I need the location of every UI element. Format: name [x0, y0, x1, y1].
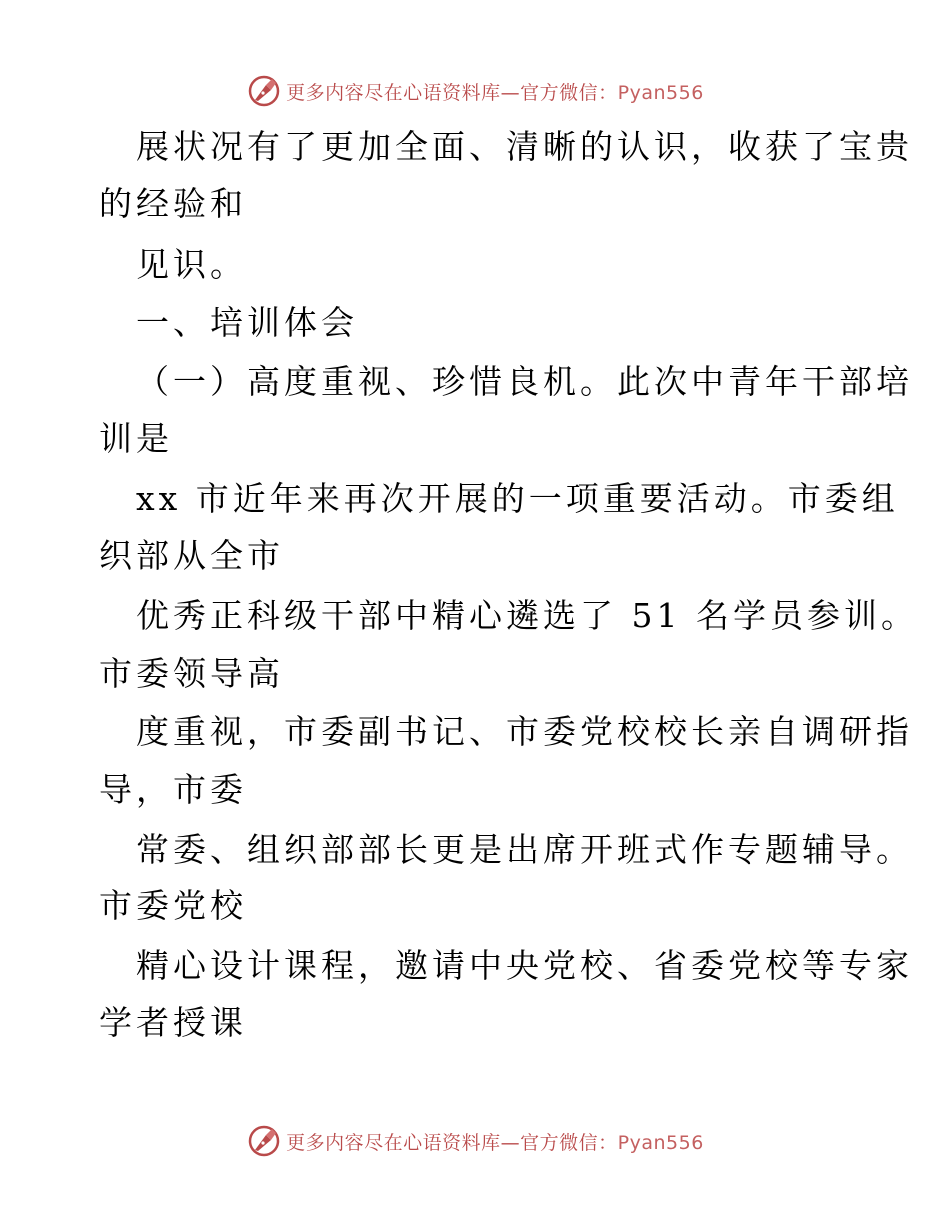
banner-text: 更多内容尽在心语资料库—官方微信：Pyan556 — [286, 1131, 704, 1154]
footer-banner — [0, 1121, 950, 1161]
text-line: 展状况有了更加全面、清晰的认识，收获了宝贵 — [136, 127, 913, 166]
text-line: 见识。 — [136, 245, 247, 284]
text-line: 度重视，市委副书记、市委党校校长亲自调研指 — [136, 712, 913, 751]
text-line: 精心设计课程，邀请中央党校、省委党校等专家 — [136, 946, 913, 985]
text-line: 导，市委 — [99, 770, 247, 809]
banner-text: 更多内容尽在心语资料库—官方微信：Pyan556 — [286, 81, 704, 104]
text-line: （一）高度重视、珍惜良机。此次中青年干部培 — [136, 362, 913, 401]
text-line: 的经验和 — [99, 184, 247, 223]
pen-nib-logo-icon — [246, 1123, 282, 1159]
text-line: 优秀正科级干部中精心遴选了 51 名学员参训。 — [136, 596, 918, 635]
wechat-id: Pyan556 — [617, 1131, 704, 1154]
section-heading: 一、培训体会 — [136, 303, 358, 342]
text-line: xx 市近年来再次开展的一项重要活动。市委组 — [136, 479, 899, 518]
text-line: 市委党校 — [99, 886, 247, 925]
wechat-id: Pyan556 — [617, 81, 704, 104]
text-line: 织部从全市 — [99, 536, 284, 575]
text-line: 学者授课 — [99, 1003, 247, 1042]
text-line: 常委、组织部部长更是出席开班式作专题辅导。 — [136, 830, 913, 869]
text-line: 市委领导高 — [99, 654, 284, 693]
text-line: 训是 — [99, 419, 173, 458]
